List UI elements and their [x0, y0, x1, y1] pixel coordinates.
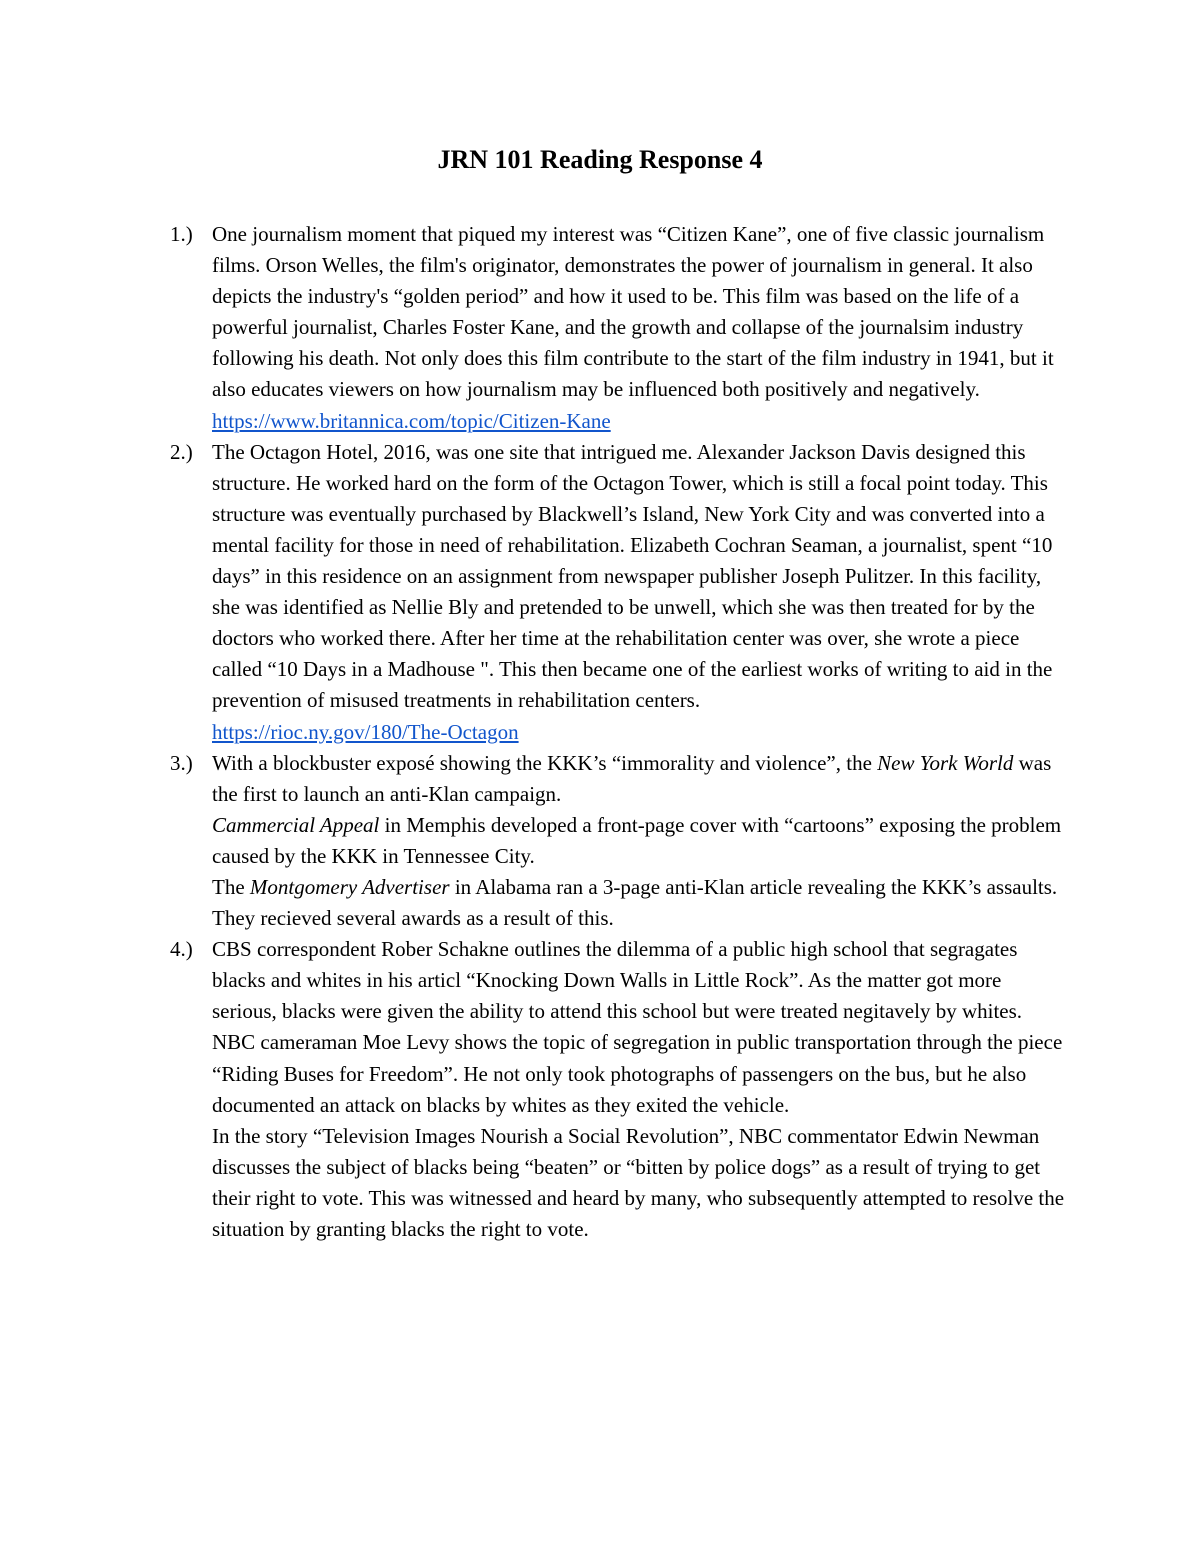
- item-paragraph-1: [212, 748, 1070, 810]
- item-paragraph-3: [212, 872, 1070, 934]
- item-number: 3.): [170, 750, 193, 775]
- list-item-4: [170, 934, 1070, 1245]
- publication-title: New York World: [877, 750, 1014, 775]
- citizen-kane-link[interactable]: https://www.britannica.com/topic/Citizen-Kane: [212, 408, 611, 433]
- text-segment: in Memphis developed a front-page cover with “cartoons” exposing the problem caused by the KKK in Tennessee City.: [212, 812, 1062, 868]
- publication-title: Cammercial Appeal: [212, 812, 380, 837]
- item-paragraph-2: NBC cameraman Moe Levy shows the topic of segregation in public transportation through the piece “Riding Buses for Freedom”. He not only took photographs of passengers on the bus, but he also documented an attack on blacks by whites as they exited the vehicle.: [212, 1030, 1063, 1117]
- page-title: JRN 101 Reading Response 4: [437, 145, 763, 174]
- item-paragraph-3: In the story “Television Images Nourish a Social Revolution”, NBC commentator Edwin Newman discusses the subject of blacks being “beaten” or “bitten by police dogs” as a result of trying to get their right to vote. This was witnessed and heard by many, who subsequently attempted to resolve the situation by granting blacks the right to vote.: [212, 1123, 1065, 1241]
- item-text: One journalism moment that piqued my interest was “Citizen Kane”, one of five classic journalism films. Orson Welles, the film's originator, demonstrates the power of journalism in general. It also depicts the industry's “golden period” and how it used to be. This film was based on the life of a powerful journalist, Charles Foster Kane, and the growth and collapse of the journalsim industry following his death. Not only does this film contribute to the start of the film industry in 1941, but it also educates viewers on how journalism may be influenced both positively and negatively.: [212, 222, 1054, 402]
- response-list: [170, 219, 1070, 1245]
- text-segment: in Alabama ran a 3-page anti-Klan article revealing the KKK’s assaults. They recieved several awards as a result of this.: [212, 874, 1058, 931]
- item-paragraph-1: CBS correspondent Rober Schakne outlines the dilemma of a public high school that segragates blacks and whites in his articl “Knocking Down Walls in Little Rock”. As the matter got more serious, blacks were given the ability to attend this school but were treated negitavely by whites.: [212, 937, 1023, 1024]
- text-segment: The: [212, 874, 250, 899]
- item-number: 4.): [170, 937, 193, 962]
- item-number: 2.): [170, 439, 193, 464]
- octagon-link[interactable]: https://rioc.ny.gov/180/The-Octagon: [212, 719, 519, 744]
- item-number: 1.): [170, 222, 193, 246]
- text-segment: With a blockbuster exposé showing the KKK’s “immorality and violence”, the: [212, 750, 878, 775]
- publication-title: Montgomery Advertiser: [249, 874, 450, 899]
- list-item-2: [170, 437, 1070, 748]
- item-text: The Octagon Hotel, 2016, was one site that intrigued me. Alexander Jackson Davis designed this structure. He worked hard on the form of the Octagon Tower, which is still a focal point today. This structure was eventually purchased by Blackwell’s Island, New York City and was converted into a mental facility for those in need of rehabilitation. Elizabeth Cochran Seaman, a journalist, spent “10 days” in this residence on an assignment from newspaper publisher Joseph Pulitzer. In this facility, she was identified as Nellie Bly and pretended to be unwell, which she was then treated for by the doctors who worked there. After her time at the rehabilitation center was over, she wrote a piece called “10 Days in a Madhouse ". This then became one of the earliest works of writing to aid in the prevention of misused treatments in rehabilitation centers.: [212, 439, 1053, 713]
- text-segment: was the first to launch an anti-Klan campaign.: [212, 750, 1052, 806]
- list-item-3: [170, 748, 1070, 935]
- list-item-1: [170, 219, 1070, 437]
- item-paragraph-2: [212, 810, 1070, 872]
